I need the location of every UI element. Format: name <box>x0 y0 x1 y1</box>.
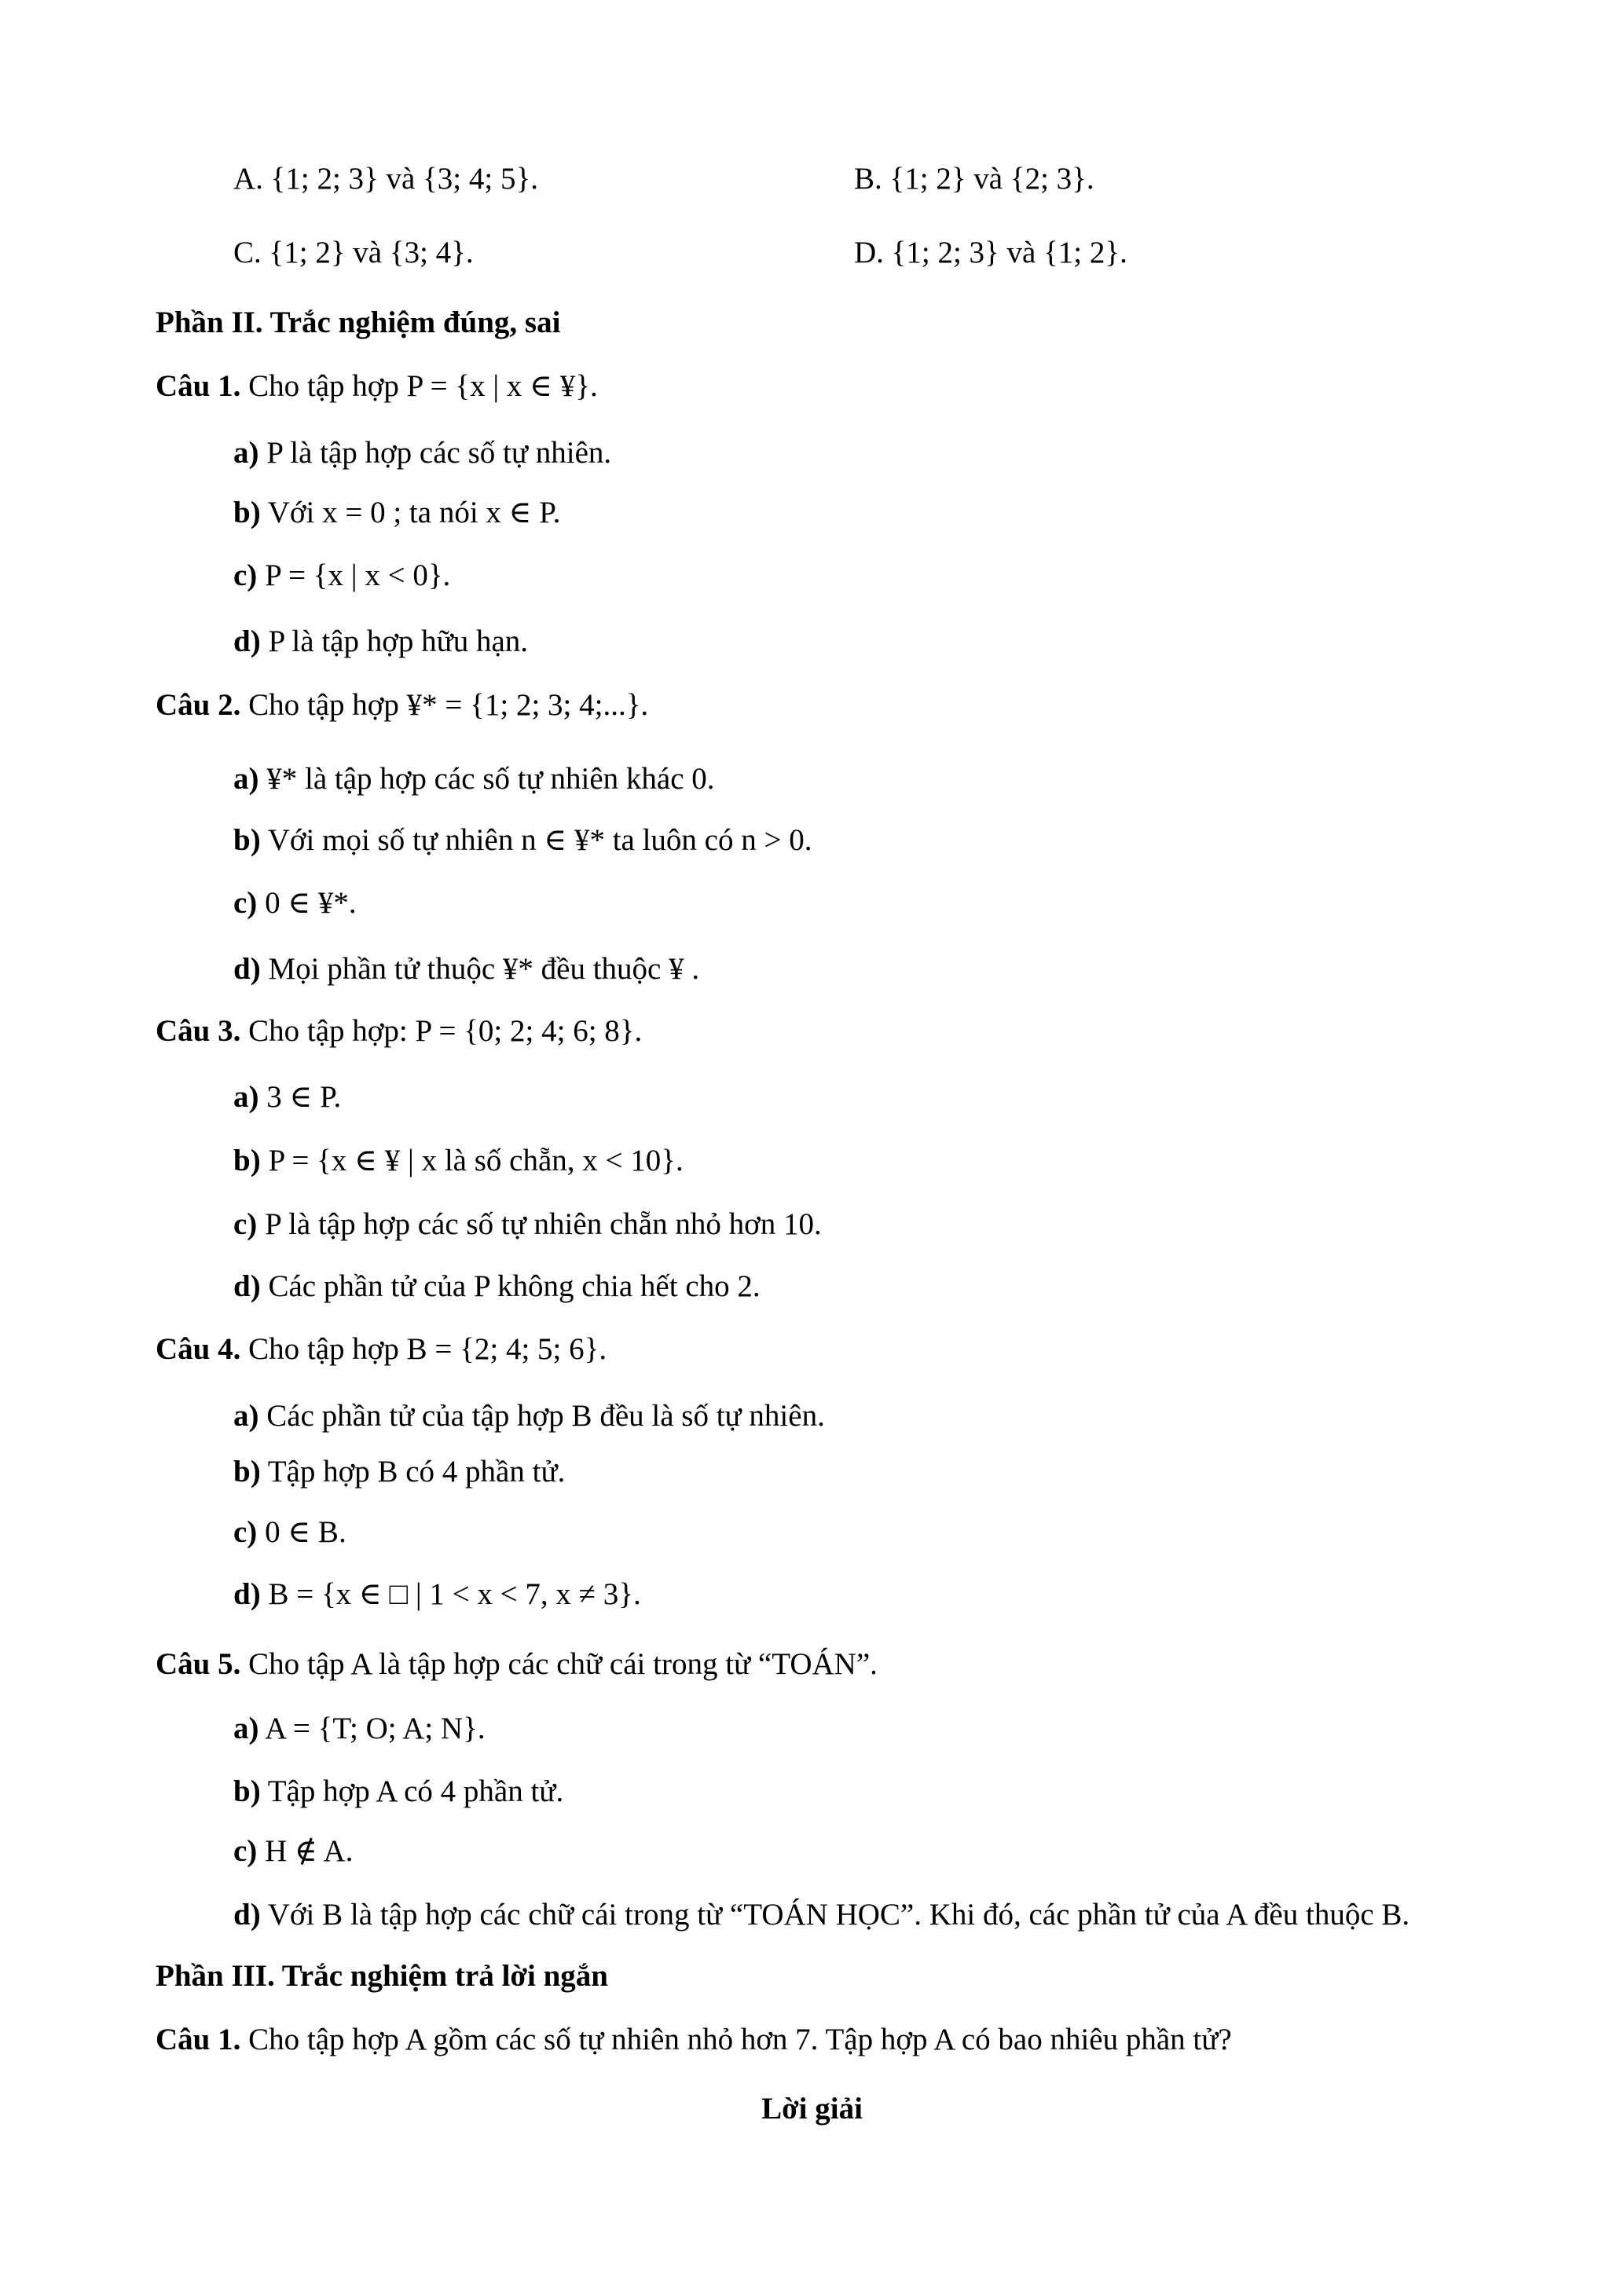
item-mark: c) <box>233 1515 258 1549</box>
item-text: ¥* là tập hợp các số tự nhiên khác 0. <box>258 762 715 796</box>
question-label: Câu 3. <box>156 1014 241 1048</box>
question-text: Cho tập hợp P = {x | x ∈ ¥}. <box>240 369 598 403</box>
item-text: A = {T; O; A; N}. <box>258 1712 486 1745</box>
q4-item-a <box>233 1401 825 1431</box>
q5-item-d <box>233 1899 1410 1930</box>
q4-item-d <box>233 1579 641 1609</box>
question-text: Cho tập hợp: P = {0; 2; 4; 6; 8}. <box>240 1014 643 1048</box>
item-mark: d) <box>233 1898 261 1932</box>
q5-item-b <box>233 1776 563 1807</box>
option-d: D. {1; 2; 3} và {1; 2}. <box>854 236 1127 269</box>
item-text: B = {x ∈ □ | 1 < x < 7, x ≠ 3}. <box>260 1577 641 1611</box>
q3-item-c <box>233 1209 822 1240</box>
q3-item-a <box>233 1082 341 1112</box>
item-mark: d) <box>233 1269 261 1303</box>
question-3 <box>156 1016 642 1046</box>
item-mark: c) <box>233 558 258 592</box>
option-c: C. {1; 2} và {3; 4}. <box>233 236 474 269</box>
q5-item-c <box>233 1836 353 1866</box>
q4-item-b <box>233 1456 565 1487</box>
item-text: 3 ∈ P. <box>258 1080 342 1114</box>
q1-item-d <box>233 626 528 657</box>
q1-item-a <box>233 438 611 468</box>
item-mark: a) <box>233 1080 259 1114</box>
q2-item-a <box>233 764 715 794</box>
question-label: Câu 1. <box>156 369 241 403</box>
item-mark: d) <box>233 1577 261 1611</box>
item-mark: a) <box>233 1712 259 1745</box>
q1-item-b <box>233 497 560 528</box>
question-label: Câu 2. <box>156 688 241 722</box>
item-mark: a) <box>233 1399 259 1433</box>
part2-heading: Phần II. Trắc nghiệm đúng, sai <box>156 306 561 339</box>
item-text: P = {x | x < 0}. <box>257 558 451 592</box>
item-mark: c) <box>233 1207 258 1241</box>
item-text: Với x = 0 ; ta nói x ∈ P. <box>260 496 561 529</box>
q3-item-d <box>233 1271 761 1302</box>
item-mark: b) <box>233 1455 261 1489</box>
option-a: A. {1; 2; 3} và {3; 4; 5}. <box>233 162 538 196</box>
q4-item-c <box>233 1517 346 1547</box>
item-mark: d) <box>233 952 261 986</box>
q2-item-d <box>233 954 699 984</box>
item-mark: b) <box>233 1774 261 1808</box>
item-mark: a) <box>233 762 259 796</box>
item-text: P là tập hợp các số tự nhiên. <box>258 436 612 470</box>
item-mark: b) <box>233 1144 261 1177</box>
item-text: Các phần tử của tập hợp B đều là số tự nhiên. <box>258 1399 825 1433</box>
question-label: Câu 1. <box>156 2023 241 2056</box>
q3-item-b <box>233 1145 684 1176</box>
item-text: P là tập hợp các số tự nhiên chẵn nhỏ hơn 10. <box>257 1207 822 1241</box>
item-text: H ∉ A. <box>257 1834 354 1868</box>
item-text: Mọi phần tử thuộc ¥* đều thuộc ¥ . <box>260 952 700 986</box>
part3-question-1 <box>156 2024 1232 2055</box>
question-2 <box>156 690 648 720</box>
q1-item-c <box>233 560 450 591</box>
question-5 <box>156 1649 878 1679</box>
question-text: Cho tập hợp A gồm các số tự nhiên nhỏ hơn 7. Tập hợp A có bao nhiêu phần tử? <box>240 2023 1232 2056</box>
item-text: Tập hợp B có 4 phần tử. <box>260 1455 566 1489</box>
item-text: Với mọi số tự nhiên n ∈ ¥* ta luôn có n > 0. <box>260 823 812 857</box>
item-text: Các phần tử của P không chia hết cho 2. <box>260 1269 761 1303</box>
item-text: Tập hợp A có 4 phần tử. <box>260 1774 564 1808</box>
item-text: 0 ∈ B. <box>257 1515 346 1549</box>
item-mark: c) <box>233 886 258 920</box>
item-mark: a) <box>233 436 259 470</box>
item-mark: b) <box>233 823 261 857</box>
question-1 <box>156 371 598 401</box>
question-text: Cho tập hợp B = {2; 4; 5; 6}. <box>240 1332 607 1366</box>
question-text: Cho tập hợp ¥* = {1; 2; 3; 4;...}. <box>240 688 649 722</box>
item-text: P là tập hợp hữu hạn. <box>260 624 529 658</box>
question-label: Câu 4. <box>156 1332 241 1366</box>
item-mark: d) <box>233 624 261 658</box>
solution-title: Lời giải <box>761 2092 863 2126</box>
q2-item-c <box>233 888 357 918</box>
question-text: Cho tập A là tập hợp các chữ cái trong từ “TOÁN”. <box>240 1647 878 1681</box>
part3-heading: Phần III. Trắc nghiệm trả lời ngắn <box>156 1959 608 1993</box>
item-mark: c) <box>233 1834 258 1868</box>
item-text: P = {x ∈ ¥ | x là số chẵn, x < 10}. <box>260 1144 684 1177</box>
q2-item-b <box>233 825 812 855</box>
item-mark: b) <box>233 496 261 529</box>
option-b: B. {1; 2} và {2; 3}. <box>854 162 1094 196</box>
item-text: 0 ∈ ¥*. <box>257 886 357 920</box>
question-4 <box>156 1334 607 1364</box>
question-label: Câu 5. <box>156 1647 241 1681</box>
item-text: Với B là tập hợp các chữ cái trong từ “TOÁN HỌC”. Khi đó, các phần tử của A đều thuộc B. <box>260 1898 1410 1932</box>
q5-item-a <box>233 1713 486 1744</box>
